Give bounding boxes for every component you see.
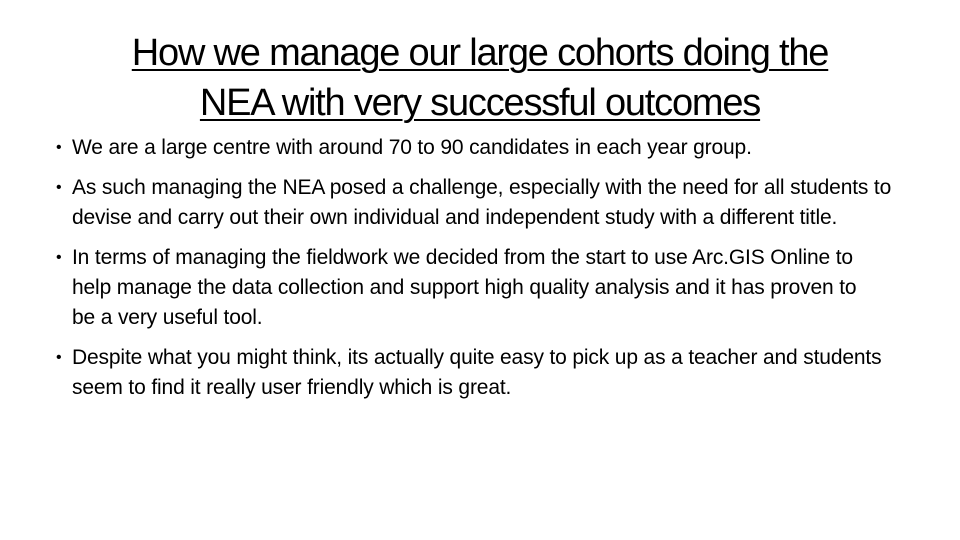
bullet-marker: • <box>56 249 62 266</box>
slide-title <box>40 28 920 128</box>
bullet-text: As such managing the NEA posed a challenge, especially with the need for all students to devise and carry out their own individual and independent study with a different title. <box>72 176 892 229</box>
bullet-marker: • <box>56 179 62 196</box>
title-line-2: NEA with very successful outcomes <box>199 82 761 124</box>
bullet-item-4 <box>56 343 902 403</box>
bullet-item-1 <box>56 133 942 163</box>
title-line-1: How we manage our large cohorts doing the <box>131 32 829 74</box>
bullet-text: We are a large centre with around 70 to 90 candidates in each year group. <box>72 136 752 159</box>
bullet-item-2 <box>56 173 892 233</box>
bullet-item-3 <box>56 243 872 333</box>
bullet-marker: • <box>56 139 62 156</box>
bullet-marker: • <box>56 349 62 366</box>
bullet-list <box>56 133 936 413</box>
bullet-text: Despite what you might think, its actually quite easy to pick up as a teacher and students seem to find it really user friendly which is great. <box>72 346 882 399</box>
bullet-text: In terms of managing the fieldwork we decided from the start to use Arc.GIS Online to help manage the data collection and support high quality analysis and it has proven to be a very useful tool. <box>72 246 857 329</box>
